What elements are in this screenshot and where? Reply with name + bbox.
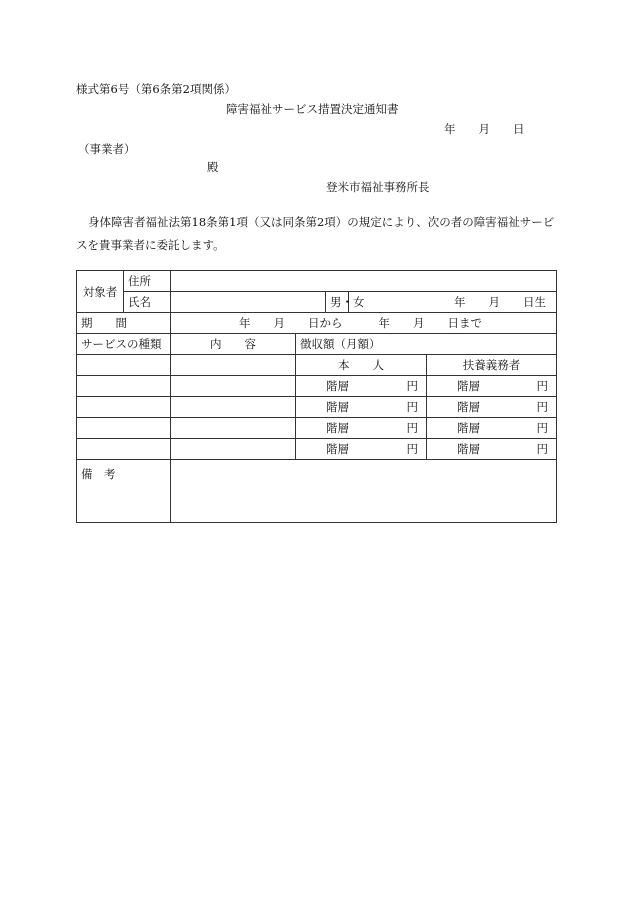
name-value	[171, 292, 326, 313]
period-to: 年 月 日まで	[378, 316, 482, 330]
service-type-label: サービスの種類	[77, 334, 171, 355]
yen-label: 円	[406, 442, 418, 456]
address-value	[171, 271, 557, 292]
content-label: 内 容	[171, 334, 296, 355]
table-row	[77, 439, 557, 460]
notice-table	[76, 270, 557, 523]
self-fee-cell	[296, 397, 427, 418]
service-type-cell	[77, 397, 171, 418]
fee-label: 徴収額（月額）	[296, 334, 557, 355]
document-title: 障害福祉サービス措置決定通知書	[226, 102, 399, 116]
issuer-name: 登米市福祉事務所長	[326, 180, 430, 194]
remarks-value	[171, 460, 557, 523]
remarks-label: 備 考	[77, 460, 171, 523]
yen-label: 円	[406, 421, 418, 435]
self-fee-cell	[296, 376, 427, 397]
form-number: 様式第6号（第6条第2項関係）	[76, 82, 236, 96]
content-cell	[171, 376, 296, 397]
tier-label: 階層	[326, 379, 349, 393]
subject-label: 対象者	[77, 271, 124, 313]
period-cell	[171, 313, 557, 334]
yen-label: 円	[406, 400, 418, 414]
tier-label: 階層	[457, 421, 480, 435]
self-fee-cell	[296, 418, 427, 439]
table-row	[77, 397, 557, 418]
yen-label: 円	[536, 400, 549, 414]
service-type-cell	[77, 439, 171, 460]
tier-label: 階層	[326, 421, 349, 435]
address-label: 住所	[124, 271, 171, 292]
content-cell	[171, 439, 296, 460]
service-type-cell	[77, 376, 171, 397]
supporter-fee-cell	[427, 439, 557, 460]
period-label: 期 間	[77, 313, 171, 334]
service-type-cell	[77, 418, 171, 439]
yen-label: 円	[536, 379, 549, 393]
supporter-fee-cell	[427, 397, 557, 418]
date-line: 年 月 日	[444, 122, 525, 136]
table-row	[77, 376, 557, 397]
tier-label: 階層	[326, 400, 349, 414]
honorific: 殿	[207, 160, 219, 174]
supporter-fee-cell	[427, 418, 557, 439]
table-row	[77, 418, 557, 439]
birth-date-label: 年 月 日生	[349, 292, 557, 313]
service-type-blank	[77, 355, 171, 376]
yen-label: 円	[536, 442, 549, 456]
yen-label: 円	[536, 421, 549, 435]
name-label: 氏名	[124, 292, 171, 313]
tier-label: 階層	[457, 442, 480, 456]
supporter-label: 扶養義務者	[427, 355, 557, 376]
addressee-label: （事業者）	[78, 142, 136, 156]
yen-label: 円	[406, 379, 418, 393]
tier-label: 階層	[326, 442, 349, 456]
body-paragraph: 身体障害者福祉法第18条第1項（又は同条第2項）の規定により、次の者の障害福祉サービスを貴事業者に委託します。	[76, 215, 555, 252]
period-from: 年 月 日から	[239, 316, 343, 330]
self-label: 本 人	[296, 355, 427, 376]
content-cell	[171, 397, 296, 418]
supporter-fee-cell	[427, 376, 557, 397]
content-blank	[171, 355, 296, 376]
sex-label: 男・女	[326, 292, 349, 313]
tier-label: 階層	[457, 379, 480, 393]
tier-label: 階層	[457, 400, 480, 414]
content-cell	[171, 418, 296, 439]
self-fee-cell	[296, 439, 427, 460]
